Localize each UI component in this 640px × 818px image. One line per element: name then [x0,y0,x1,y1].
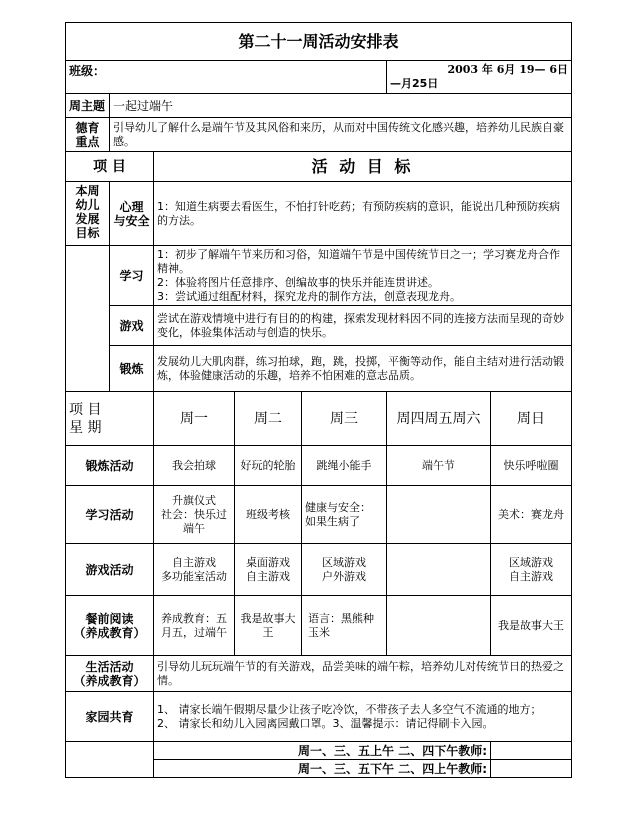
schedule-cell: 好玩的轮胎 [235,446,302,486]
schedule-table [65,22,572,778]
schedule-cell: 桌面游戏 自主游戏 [235,544,302,596]
day-header: 周四周五周六 [387,392,491,446]
goals-section-label: 本周 幼儿 发展 目标 [66,182,110,246]
goals-section-spacer [66,306,110,346]
goal-category: 锻炼 [110,346,154,392]
schedule-cell: 跳绳小能手 [302,446,387,486]
schedule-cell: 区域游戏 自主游戏 [491,544,572,596]
schedule-cell: 我是故事大王 [235,596,302,656]
teacher-line-1: 周一、三、五上午 二、四下午教师: [154,742,491,760]
day-header: 周日 [491,392,572,446]
teacher-sign-cell-1 [491,742,572,760]
goals-item-header: 项 目 [66,152,154,182]
goal-category: 心理 与安全 [110,182,154,246]
schedule-cell: 美术：赛龙舟 [491,486,572,544]
schedule-cell: 我是故事大王 [491,596,572,656]
schedule-cell: 自主游戏 多功能室活动 [154,544,235,596]
life-activity-label: 生活活动 （养成教育） [66,656,154,692]
goal-text: 尝试在游戏情境中进行有目的的构建，探索发现材料因不同的连接方法而呈现的奇妙变化，体验集体活动与创造的快乐。 [154,306,572,346]
activity-schedule-sheet [65,22,571,778]
goal-text: 1：知道生病要去看医生，不怕打针吃药；有预防疾病的意识，能说出几种预防疾病的方法。 [154,182,572,246]
schedule-cell: 升旗仪式 社会：快乐过端午 [154,486,235,544]
day-header: 周一 [154,392,235,446]
date-line-1: 2003 年 6月 19— 6日 [447,63,568,76]
goals-goal-header: 活 动 目 标 [154,152,572,182]
goal-text: 发展幼儿大肌肉群，练习拍球，跑，跳，投掷，平衡等动作，能自主结对进行活动锻炼，体验健康活动的乐趣，培养不怕困难的意志品质。 [154,346,572,392]
schedule-cell: 区域游戏 户外游戏 [302,544,387,596]
schedule-row-label: 锻炼活动 [66,446,154,486]
schedule-cell: 端午节 [387,446,491,486]
goal-category: 学习 [110,246,154,306]
schedule-cell: 班级考核 [235,486,302,544]
schedule-row-label: 游戏活动 [66,544,154,596]
schedule-cell [387,596,491,656]
goal-category: 游戏 [110,306,154,346]
goal-text: 1：初步了解端午节来历和习俗，知道端午节是中国传统节日之一；学习赛龙舟合作精神。 2：体验将图片任意排序、创编故事的快乐并能连贯讲述。 3：尝试通过组配材料，探究龙舟的制作方法，创意表现龙舟。 [154,246,572,306]
life-activity-value: 引导幼儿玩玩端午节的有关游戏，品尝美味的端午粽，培养幼儿对传统节日的热爱之情。 [154,656,572,692]
schedule-row-label: 学习活动 [66,486,154,544]
date-line-2: —月25日 [390,77,439,90]
schedule-cell [387,544,491,596]
home-school-label: 家园共育 [66,692,154,742]
schedule-cell: 语言：黑熊种玉米 [302,596,387,656]
goals-section-spacer [66,246,110,306]
theme-value: 一起过端午 [110,94,572,118]
home-school-value: 1、 请家长端午假期尽量少让孩子吃冷饮，不带孩子去人多空气不流通的地方； 2、 请家长和幼儿入园离园戴口罩。3、温馨提示：请记得刷卡入园。 [154,692,572,742]
schedule-cell: 养成教育：五月五，过端午 [154,596,235,656]
goals-section-spacer [66,346,110,392]
class-label: 班级： [66,61,387,94]
page-title: 第二十一周活动安排表 [66,23,572,61]
schedule-cell: 健康与安全： 如果生病了 [302,486,387,544]
moral-label: 德育 重点 [66,118,110,152]
moral-value: 引导幼儿了解什么是端午节及其风俗和来历，从而对中国传统文化感兴趣，培养幼儿民族自豪感。 [110,118,572,152]
date-range [387,61,572,94]
schedule-cell: 快乐呼啦圈 [491,446,572,486]
teacher-row-spacer [66,742,154,760]
day-header: 周三 [302,392,387,446]
schedule-cell: 我会拍球 [154,446,235,486]
theme-label: 周主题 [66,94,110,118]
teacher-row-spacer [66,760,154,778]
schedule-cell [387,486,491,544]
schedule-corner-header: 项 目 星 期 [66,392,154,446]
schedule-row-label: 餐前阅读 （养成教育） [66,596,154,656]
teacher-line-2: 周一、三、五下午 二、四上午教师: [154,760,491,778]
day-header: 周二 [235,392,302,446]
teacher-sign-cell-2 [491,760,572,778]
